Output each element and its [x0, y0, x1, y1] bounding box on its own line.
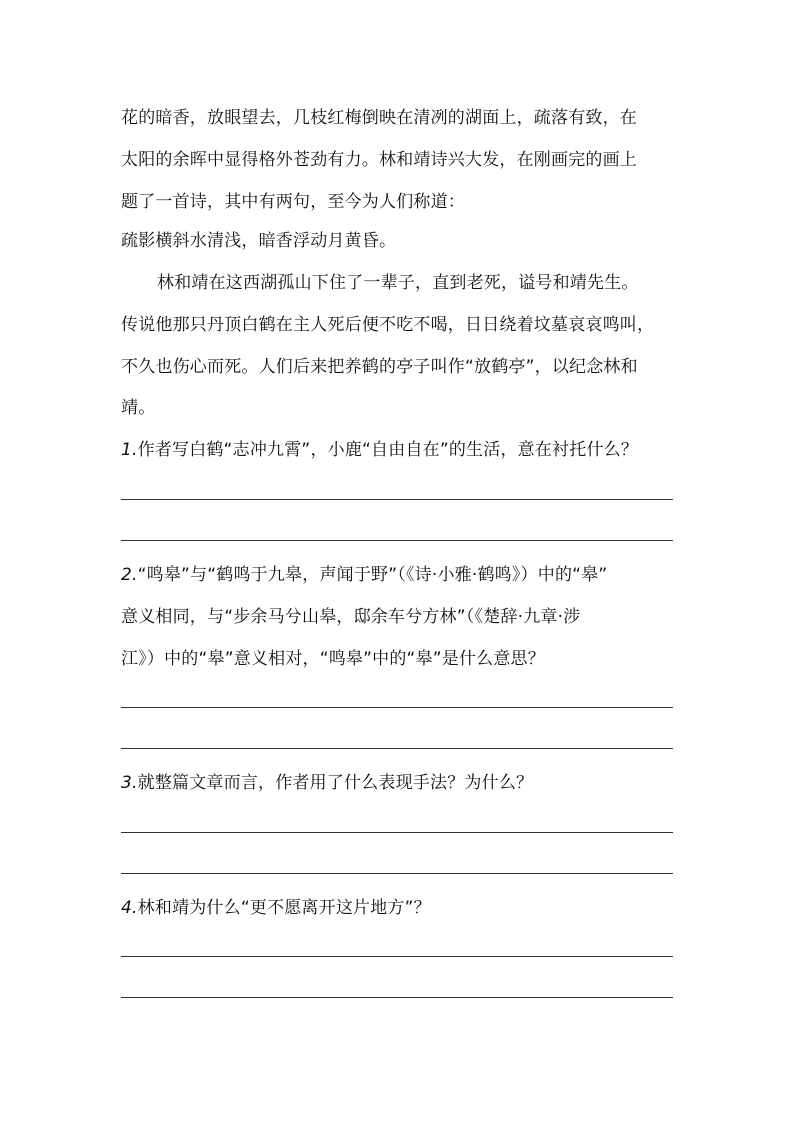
question-3 — [121, 772, 533, 794]
answer-line-3a[interactable] — [121, 832, 673, 833]
question-2 — [121, 564, 607, 586]
question-4-number: 4. — [121, 898, 138, 918]
passage-line-6: 传说他那只丹顶白鹤在主人死后便不吃不喝，日日绕着坟墓哀哀鸣叫， — [121, 315, 655, 335]
poem-line: 疏影横斜水清浅，暗香浮动月黄昏。 — [121, 231, 397, 251]
answer-line-4b[interactable] — [121, 997, 673, 998]
question-3-number: 3. — [121, 773, 138, 793]
answer-line-2b[interactable] — [121, 748, 673, 749]
passage-line-8: 靖。 — [121, 398, 156, 418]
passage-line-3: 题了一首诗，其中有两句，至今为人们称道： — [121, 192, 465, 212]
answer-line-2a[interactable] — [121, 707, 673, 708]
answer-line-4a[interactable] — [121, 956, 673, 957]
passage-line-2: 太阳的余晖中显得格外苍劲有力。林和靖诗兴大发，在刚画完的画上 — [121, 150, 637, 170]
question-2-text-line-2: 意义相同，与“步余马兮山皋，邸余车兮方林”（《楚辞·九章·涉 — [121, 607, 581, 627]
question-1-text: 作者写白鹤“志冲九霄”，小鹿“自由自在”的生活，意在衬托什么？ — [137, 440, 639, 460]
question-4-text: 林和靖为什么“更不愿离开这片地方”？ — [137, 898, 431, 918]
answer-line-1a[interactable] — [121, 499, 673, 500]
question-4 — [121, 897, 431, 919]
question-2-text-line-3: 江》）中的“皋”意义相对，“鸣皋”中的“皋”是什么意思？ — [121, 649, 545, 669]
question-3-text: 就整篇文章而言，作者用了什么表现手法？为什么？ — [137, 773, 534, 793]
question-2-text-line-1: “鸣皋”与“鹤鸣于九皋，声闻于野”（《诗·小雅·鹤鸣》）中的“皋” — [137, 565, 608, 585]
answer-line-1b[interactable] — [121, 540, 673, 541]
question-1-number: 1. — [121, 440, 138, 460]
question-2-number: 2. — [121, 565, 138, 585]
passage-line-1: 花的暗香，放眼望去，几枝红梅倒映在清冽的湖面上，疏落有致，在 — [121, 108, 637, 128]
question-1 — [121, 439, 638, 461]
passage-line-5: 林和靖在这西湖孤山下住了一辈子，直到老死，谥号和靖先生。 — [157, 273, 639, 293]
answer-line-3b[interactable] — [121, 873, 673, 874]
passage-line-7: 不久也伤心而死。人们后来把养鹤的亭子叫作“放鹤亭”，以纪念林和 — [121, 357, 638, 377]
